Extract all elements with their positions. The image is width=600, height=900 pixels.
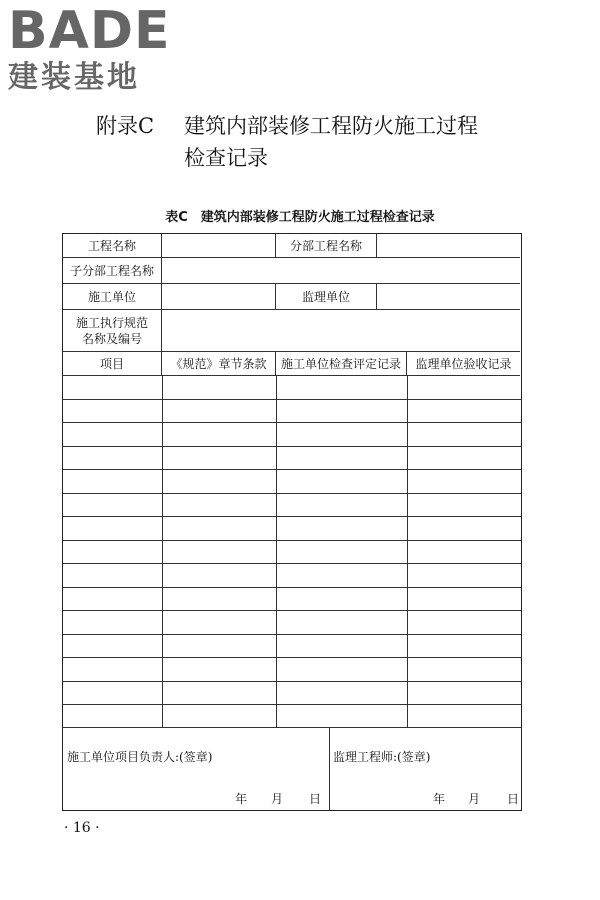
supervisor-signature-label[interactable]: 监理工程师:(签章): [333, 750, 431, 764]
col-header-construction-record: 施工单位检查评定记录: [276, 352, 407, 376]
grid-row-line: [63, 610, 521, 611]
page-number: · 16 ·: [64, 820, 100, 836]
grid-row-line: [63, 516, 521, 517]
grid-row-line: [63, 634, 521, 635]
col-header-clause: 《规范》章节条款: [162, 352, 276, 376]
record-grid[interactable]: [63, 376, 521, 728]
construction-signature-label[interactable]: 施工单位项目负责人:(签章): [67, 750, 213, 764]
col-header-item: 项目: [63, 352, 162, 376]
construction-date-day: 日: [309, 792, 322, 806]
sub-sub-project-name-value[interactable]: [162, 258, 520, 284]
grid-divider: [407, 376, 408, 728]
grid-row-line: [63, 446, 521, 447]
grid-row-line: [63, 399, 521, 400]
construction-date-year: 年: [235, 792, 248, 806]
spec-name-label: [63, 310, 162, 352]
grid-divider: [162, 376, 163, 728]
construction-unit-value[interactable]: [162, 284, 276, 310]
spec-name-label-line1: 施工执行规范: [75, 315, 148, 330]
project-name-value[interactable]: [162, 234, 276, 258]
table-caption: 表C 建筑内部装修工程防火施工过程检查记录: [165, 210, 435, 225]
grid-row-line: [63, 422, 521, 423]
spec-name-value[interactable]: [162, 310, 520, 352]
sub-project-name-label: 分部工程名称: [276, 234, 377, 258]
grid-row-line: [63, 469, 521, 470]
supervision-unit-label: 监理单位: [276, 284, 377, 310]
supervisor-date-day: 日: [507, 792, 520, 806]
grid-row-line: [63, 587, 521, 588]
construction-unit-label: 施工单位: [63, 284, 162, 310]
appendix-heading: [96, 110, 478, 174]
supervisor-date-month: 月: [468, 792, 481, 806]
sub-sub-project-name-label: 子分部工程名称: [63, 258, 162, 284]
logo-wordmark: BADE: [8, 1, 171, 61]
appendix-title-line2: 检查记录: [184, 146, 268, 170]
project-name-label: 工程名称: [63, 234, 162, 258]
construction-date-month: 月: [271, 792, 284, 806]
appendix-label: 附录C: [96, 114, 155, 138]
supervision-unit-value[interactable]: [377, 284, 520, 310]
col-header-supervision-record: 监理单位验收记录: [407, 352, 520, 376]
grid-row-line: [63, 681, 521, 682]
spec-name-label-line2: 名称及编号: [81, 331, 142, 346]
grid-row-line: [63, 657, 521, 658]
supervisor-date-year: 年: [433, 792, 446, 806]
sub-project-name-value[interactable]: [377, 234, 520, 258]
grid-row-line: [63, 563, 521, 564]
logo-chinese: 建装基地: [8, 60, 140, 95]
grid-divider: [276, 376, 277, 728]
inspection-record-form: [62, 233, 522, 811]
grid-row-line: [63, 540, 521, 541]
grid-row-line: [63, 704, 521, 705]
signature-divider: [329, 728, 330, 810]
appendix-title-line1: 建筑内部装修工程防火施工过程: [184, 114, 478, 138]
bade-logo: [8, 1, 171, 96]
signature-section: [63, 728, 521, 810]
grid-row-line: [63, 493, 521, 494]
